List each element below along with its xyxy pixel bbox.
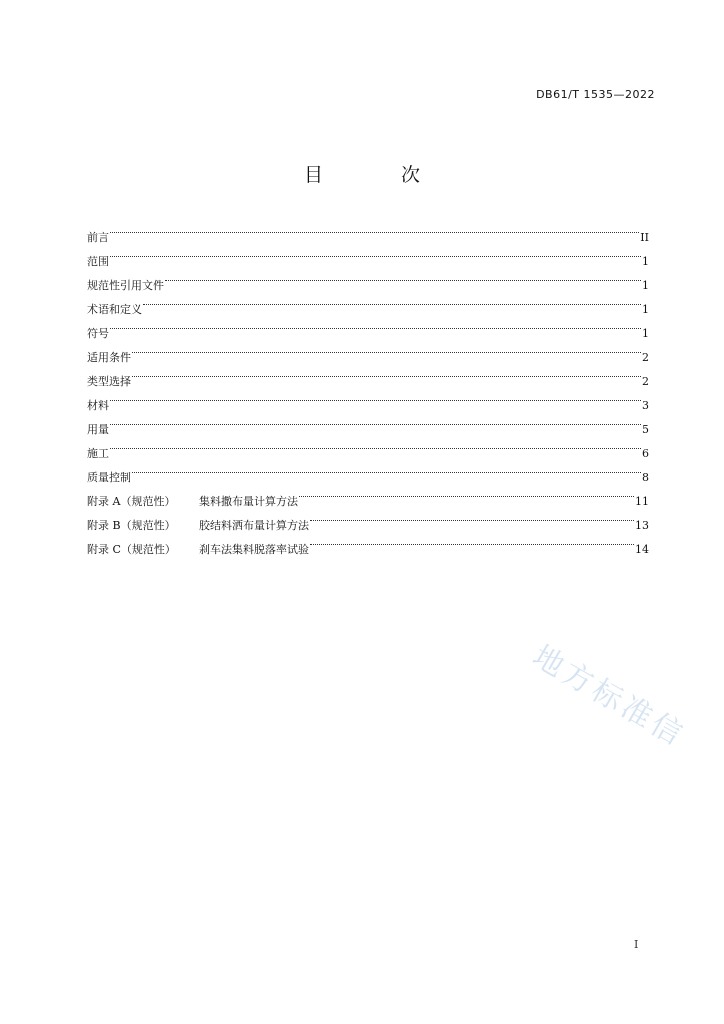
toc-entry-applicable-conditions[interactable]: [87, 337, 649, 364]
toc-entry-label: 施工: [87, 447, 109, 460]
toc-leader-dots: [110, 385, 641, 409]
toc-entry-quality-control[interactable]: [87, 457, 649, 484]
toc-entry-label: 符号: [87, 327, 109, 340]
toc-entry-label: 适用条件: [87, 351, 131, 364]
toc-entry-page: 1: [642, 255, 649, 268]
toc-entry-label: 类型选择: [87, 375, 131, 388]
toc-leader-dots: [143, 289, 641, 313]
appendix-prefix: 附录 A（规范性）: [87, 495, 176, 508]
toc-entry-page: 2: [642, 375, 649, 388]
toc-entry-page: 1: [642, 279, 649, 292]
toc-entry-label: 范围: [87, 255, 109, 268]
appendix-title: 集料撒布量计算方法: [199, 495, 298, 508]
toc-entry-page: II: [640, 231, 649, 244]
toc-entry-type-selection[interactable]: [87, 361, 649, 388]
toc-entry-label: [87, 514, 309, 538]
appendix-prefix: 附录 B（规范性）: [87, 519, 176, 532]
toc-entry-page: 2: [642, 351, 649, 364]
page-number: I: [634, 938, 639, 951]
table-of-contents: [87, 217, 649, 556]
toc-title: 目 次: [303, 164, 457, 186]
toc-entry-page: 11: [635, 495, 649, 508]
toc-entry-label: 材料: [87, 399, 109, 412]
toc-entry-page: 5: [642, 423, 649, 436]
toc-entry-page: 8: [642, 471, 649, 484]
toc-entry-construction[interactable]: [87, 433, 649, 460]
toc-entry-dosage[interactable]: [87, 409, 649, 436]
toc-entry-label: 规范性引用文件: [87, 279, 164, 292]
toc-leader-dots: [132, 337, 641, 361]
toc-entry-page: 1: [642, 327, 649, 340]
toc-leader-dots: [132, 361, 641, 385]
toc-leader-dots: [110, 433, 641, 457]
toc-entry-materials[interactable]: [87, 385, 649, 412]
toc-entry-foreword[interactable]: [87, 217, 649, 244]
toc-leader-dots: [110, 313, 641, 337]
appendix-title: 刹车法集料脱落率试验: [199, 543, 309, 556]
appendix-prefix: 附录 C（规范性）: [87, 543, 176, 556]
toc-entry-scope[interactable]: [87, 241, 649, 268]
toc-entry-page: 13: [635, 519, 649, 532]
toc-entry-normative-references[interactable]: [87, 265, 649, 292]
toc-entry-label: 术语和定义: [87, 303, 142, 316]
toc-entry-page: 6: [642, 447, 649, 460]
toc-entry-label: 质量控制: [87, 471, 131, 484]
toc-leader-dots: [310, 529, 634, 553]
toc-leader-dots: [110, 409, 641, 433]
watermark: 地方标准信: [526, 638, 692, 755]
toc-entry-label: 用量: [87, 423, 109, 436]
standard-code: DB61/T 1535—2022: [536, 88, 655, 101]
toc-entry-symbols[interactable]: [87, 313, 649, 340]
toc-entry-page: 1: [642, 303, 649, 316]
toc-leader-dots: [165, 265, 641, 289]
toc-leader-dots: [299, 481, 634, 505]
toc-leader-dots: [310, 505, 634, 529]
toc-entry-appendix-a[interactable]: [87, 481, 649, 508]
toc-leader-dots: [110, 241, 641, 265]
toc-entry-page: 3: [642, 399, 649, 412]
toc-leader-dots: [110, 217, 639, 241]
toc-entry-label: [87, 538, 309, 562]
toc-entry-label: [87, 490, 298, 514]
toc-entry-page: 14: [635, 543, 649, 556]
appendix-title: 胶结料洒布量计算方法: [199, 519, 309, 532]
toc-entry-label: 前言: [87, 231, 109, 244]
toc-leader-dots: [132, 457, 641, 481]
toc-entry-terms-definitions[interactable]: [87, 289, 649, 316]
